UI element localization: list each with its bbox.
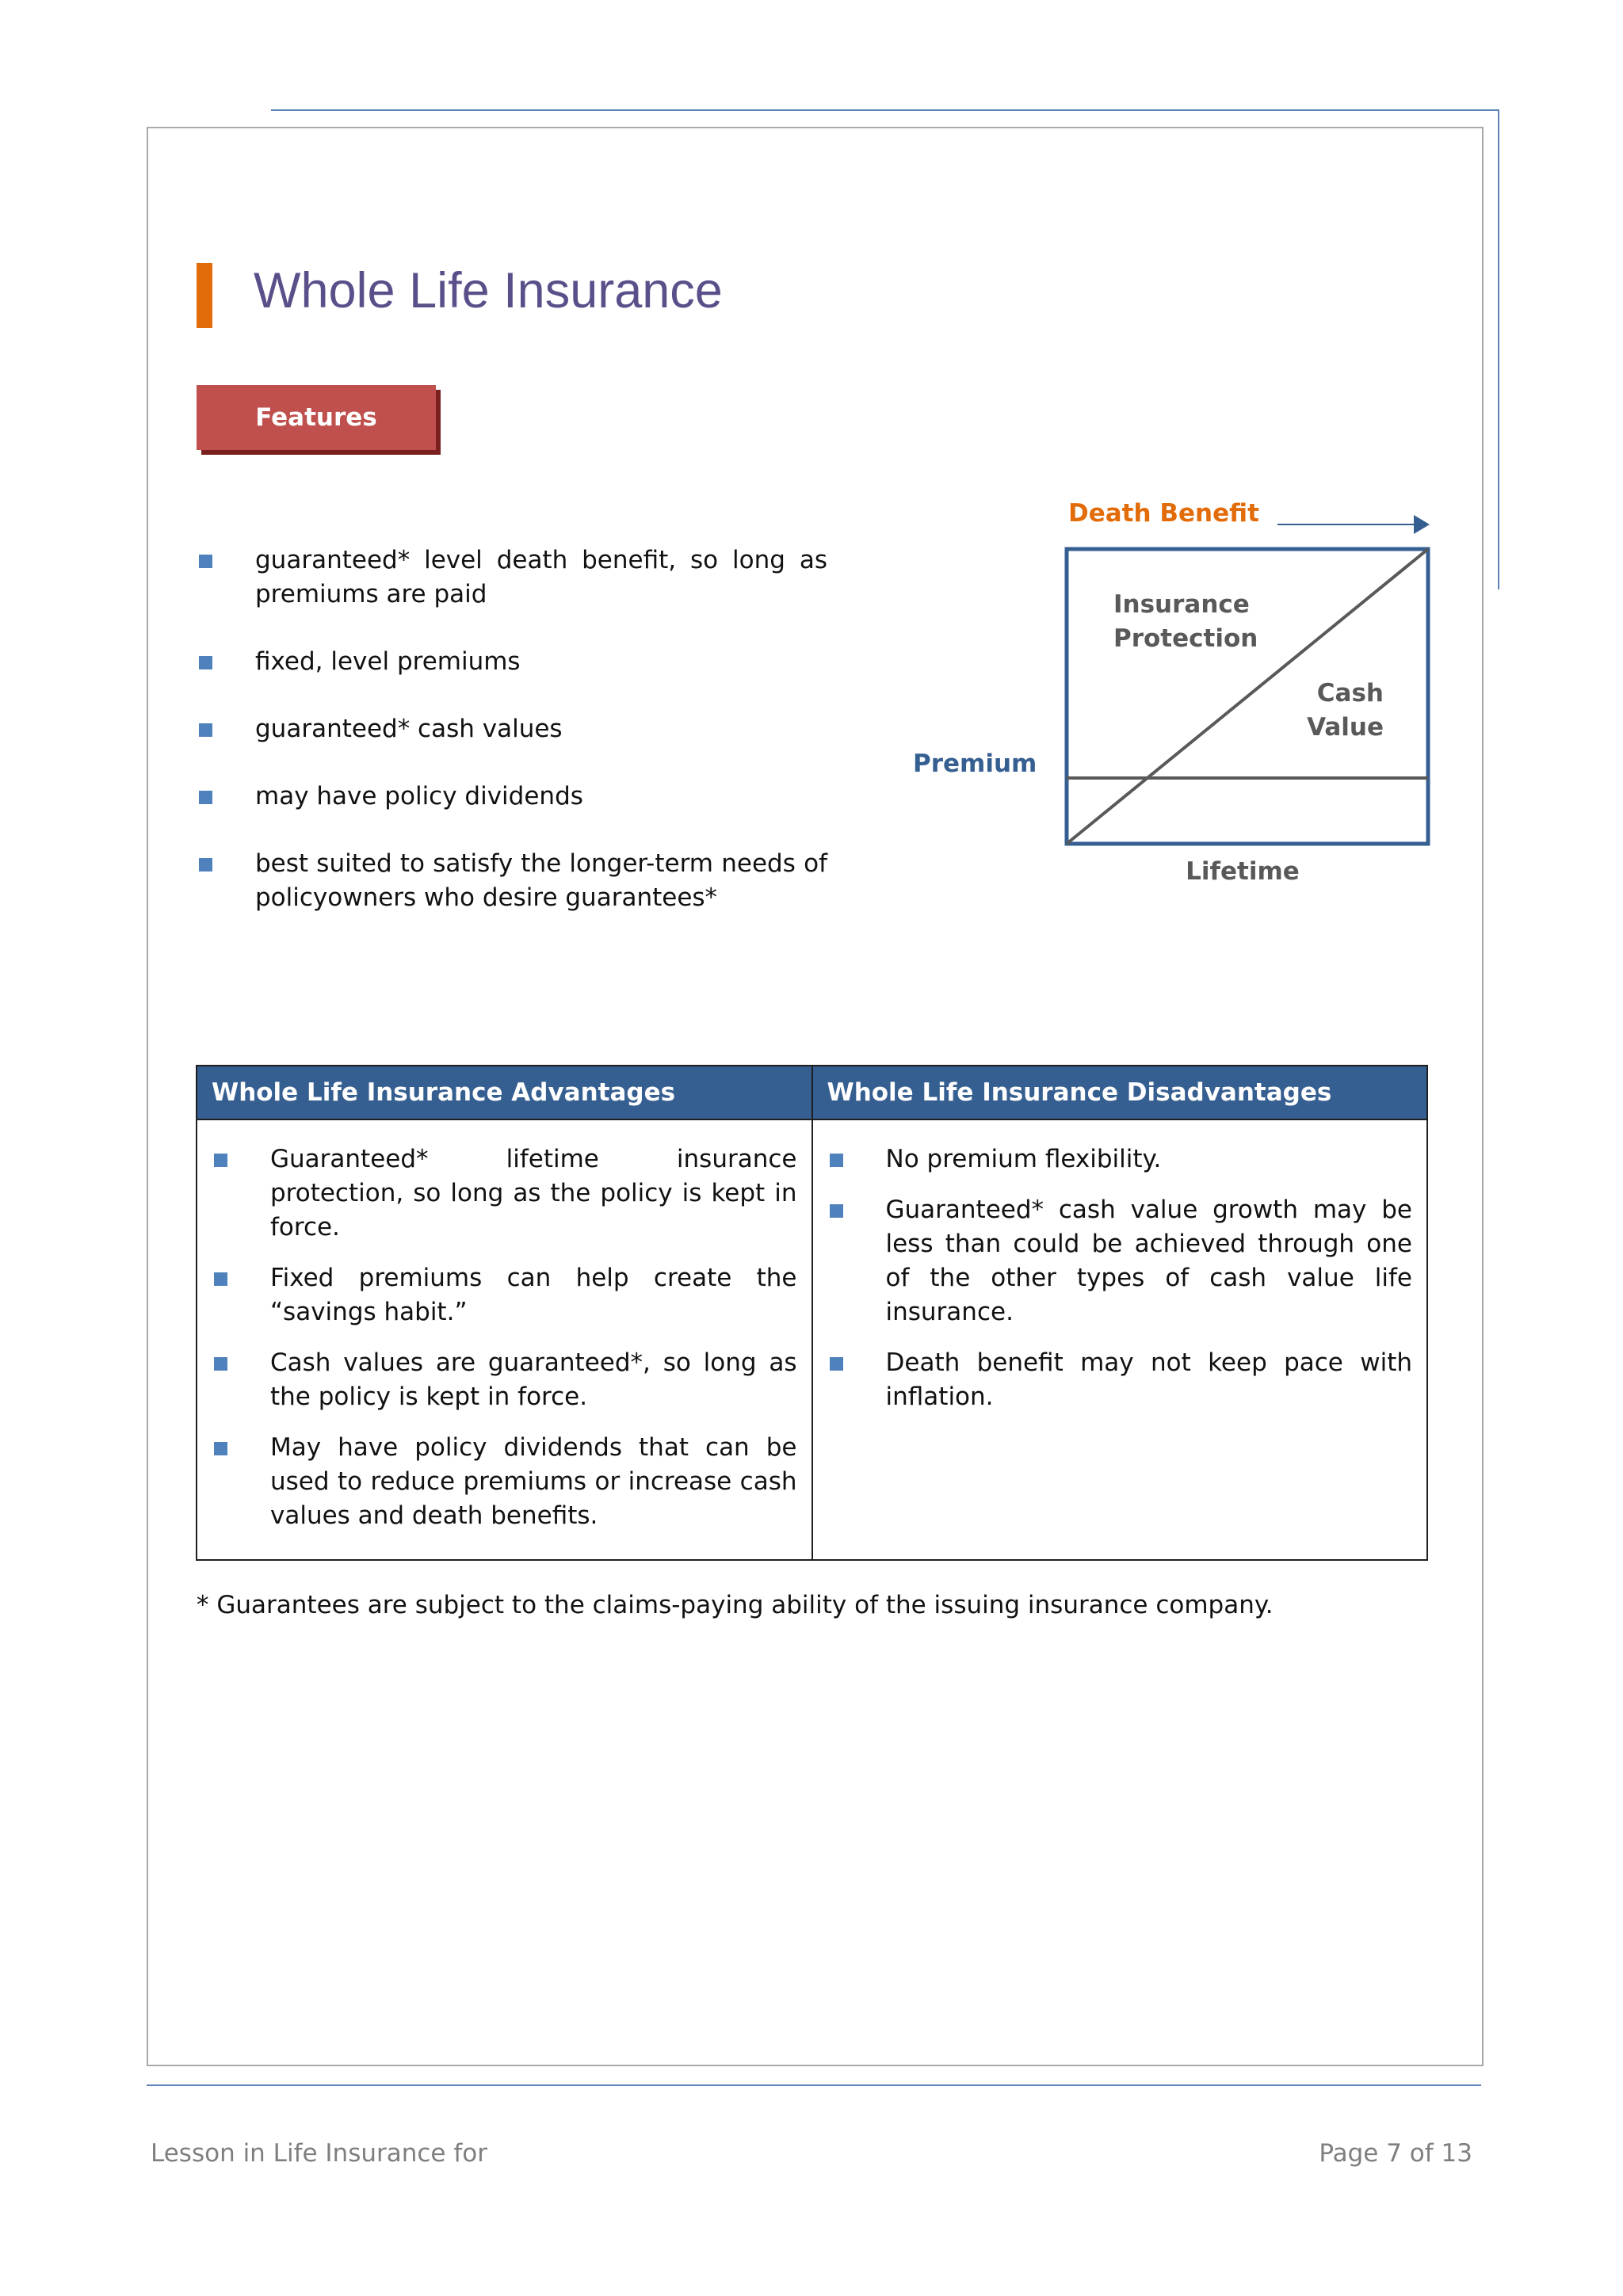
bullet-square-icon — [830, 1204, 843, 1218]
advantages-cell — [197, 1119, 812, 1560]
bullet-square-icon — [199, 791, 212, 804]
list-item: Death benefit may not keep pace with inflation. — [827, 1346, 1413, 1414]
bullet-square-icon — [214, 1272, 227, 1286]
decorative-right-line — [1498, 109, 1499, 589]
bullet-square-icon — [214, 1154, 227, 1167]
list-item: fixed, level premiums — [197, 645, 827, 679]
bullet-square-icon — [199, 858, 212, 871]
list-item: may have policy dividends — [197, 780, 827, 814]
cash-value-label: Cash Value — [1307, 679, 1384, 742]
list-item: May have policy dividends that can be used to reduce premiums or increase cash values and death benefits. — [212, 1431, 797, 1533]
list-item: Guaranteed* cash value growth may be less than could be achieved through one of the other types of cash value life insurance. — [827, 1193, 1413, 1329]
footer-divider — [147, 2084, 1481, 2086]
footer-lesson-title: Lesson in Life Insurance for — [151, 2139, 487, 2168]
death-benefit-label: Death Benefit — [1068, 499, 1259, 528]
features-label: Features — [197, 385, 436, 450]
bullet-square-icon — [214, 1357, 227, 1371]
whole-life-diagram — [903, 491, 1458, 903]
list-item: Guaranteed* lifetime insurance protection, so long as the policy is kept in force. — [212, 1142, 797, 1245]
bullet-square-icon — [199, 555, 212, 568]
death-benefit-arrow-icon — [1414, 515, 1430, 534]
bullet-square-icon — [214, 1442, 227, 1455]
advantages-disadvantages-table — [196, 1065, 1428, 1561]
title-accent-bar — [197, 263, 212, 328]
insurance-protection-label: Insurance Protection — [1113, 590, 1258, 653]
list-item: guaranteed* level death benefit, so long as premiums are paid — [197, 543, 827, 612]
lifetime-label: Lifetime — [1186, 857, 1300, 886]
bullet-square-icon — [199, 656, 212, 669]
advantages-header: Whole Life Insurance Advantages — [197, 1066, 812, 1119]
premium-label: Premium — [913, 749, 1037, 778]
bullet-square-icon — [199, 723, 212, 737]
page-number: Page 7 of 13 — [1319, 2139, 1472, 2168]
guarantee-footnote: * Guarantees are subject to the claims-paying ability of the issuing insurance company. — [197, 1591, 1274, 1619]
list-item: No premium flexibility. — [827, 1142, 1413, 1177]
features-list — [197, 543, 827, 948]
decorative-top-line — [271, 109, 1499, 111]
bullet-square-icon — [830, 1154, 843, 1167]
bullet-square-icon — [830, 1357, 843, 1371]
disadvantages-cell — [812, 1119, 1428, 1560]
list-item: Fixed premiums can help create the “savings habit.” — [212, 1261, 797, 1329]
disadvantages-header: Whole Life Insurance Disadvantages — [812, 1066, 1428, 1119]
list-item: Cash values are guaranteed*, so long as the policy is kept in force. — [212, 1346, 797, 1414]
list-item: guaranteed* cash values — [197, 712, 827, 746]
page-title: Whole Life Insurance — [254, 263, 723, 318]
list-item: best suited to satisfy the longer-term needs of policyowners who desire guarantees* — [197, 847, 827, 915]
